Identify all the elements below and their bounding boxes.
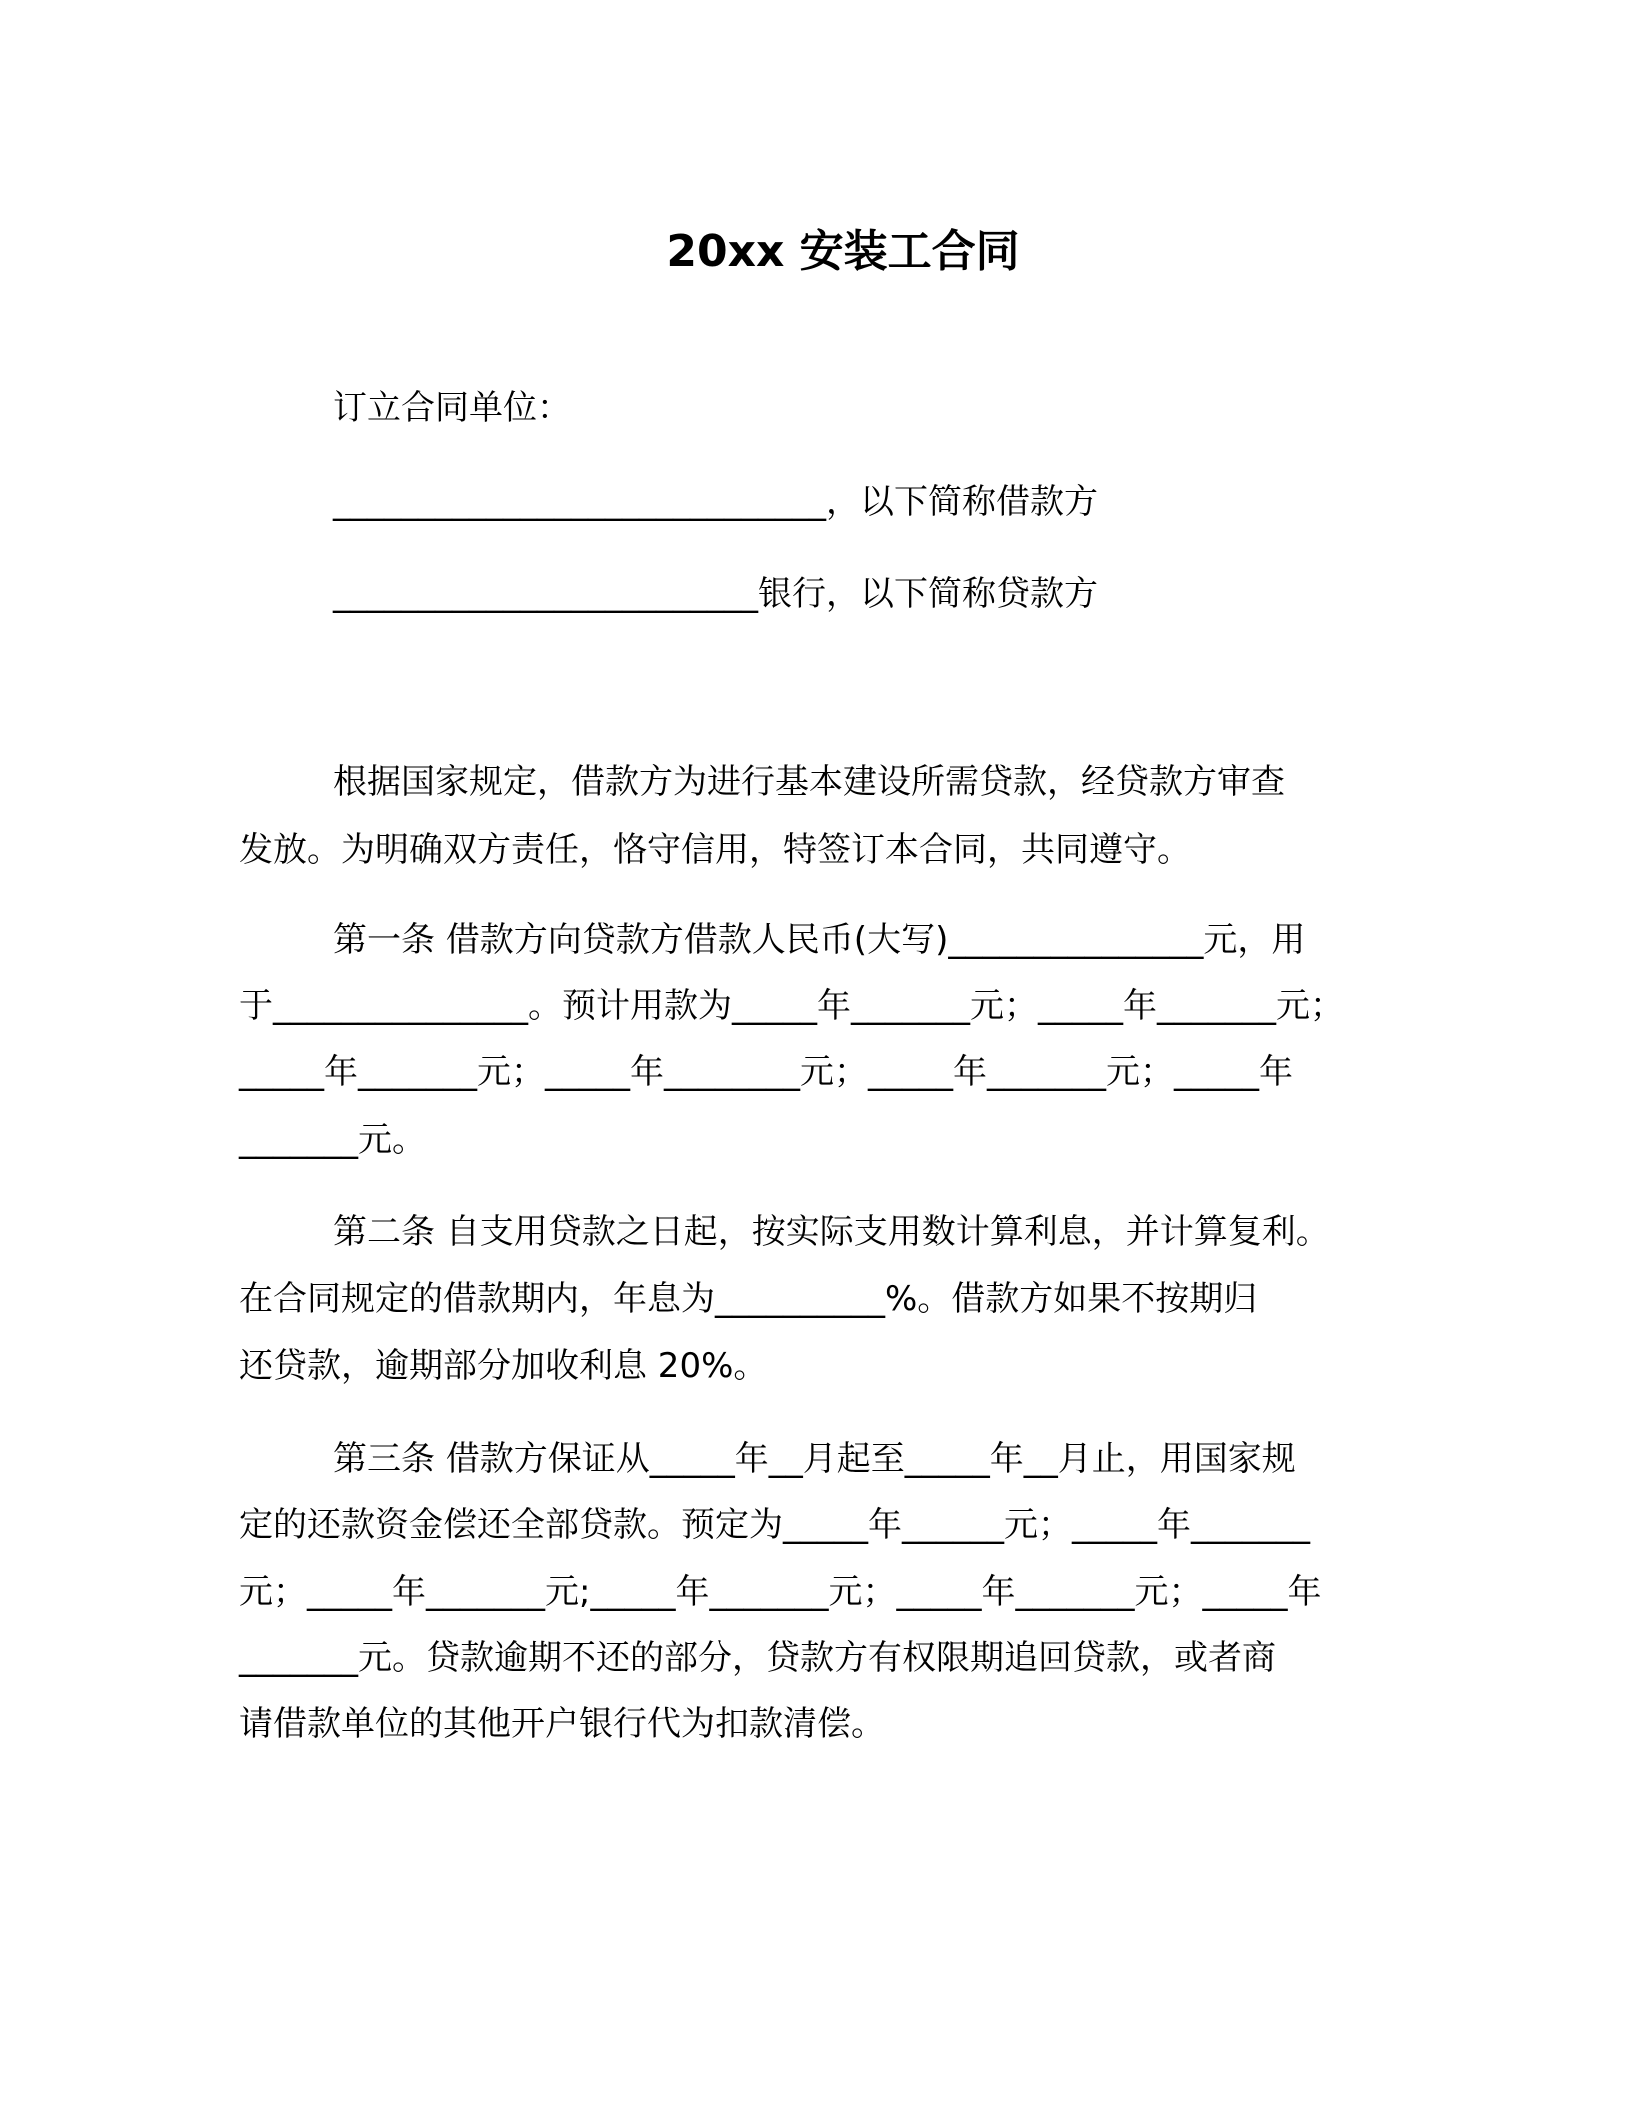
article2-line-3: 还贷款，逾期部分加收利息 20%。 (239, 1346, 768, 1386)
article2-line-2: 在合同规定的借款期内，年息为__________%。借款方如果不按期归 (239, 1279, 1258, 1319)
article3-line-3: 元；_____年_______元;_____年_______元；_____年_______元；_____年 (239, 1572, 1322, 1612)
article3-line-1: 第三条 借款方保证从_____年__月起至_____年__月止，用国家规 (333, 1439, 1296, 1479)
article1-line-4: _______元。 (239, 1120, 426, 1160)
article3-line-2: 定的还款资金偿还全部贷款。预定为_____年______元；_____年_______ (239, 1505, 1310, 1545)
article1-line-3: _____年_______元；_____年________元；_____年_______元；_____年 (239, 1052, 1293, 1092)
document-title: 20xx 安装工合同 (666, 226, 1020, 277)
preamble-line-1: 根据国家规定，借款方为进行基本建设所需贷款，经贷款方审查 (333, 762, 1285, 802)
article3-line-5: 请借款单位的其他开户银行代为扣款清偿。 (239, 1704, 885, 1744)
article3-line-4: _______元。贷款逾期不还的部分，贷款方有权限期追回贷款，或者商 (239, 1638, 1276, 1678)
article1-line-2: 于_______________。预计用款为_____年_______元；_____年_______元； (239, 986, 1344, 1026)
lender-line: _________________________银行，以下简称贷款方 (333, 574, 1098, 614)
preamble-line-2: 发放。为明确双方责任，恪守信用，特签订本合同，共同遵守。 (239, 830, 1191, 870)
article2-line-1: 第二条 自支用贷款之日起，按实际支用数计算利息，并计算复利。 (333, 1212, 1330, 1252)
parties-heading: 订立合同单位： (333, 388, 571, 428)
borrower-line: _____________________________，以下简称借款方 (333, 482, 1098, 522)
article1-line-1: 第一条 借款方向贷款方借款人民币(大写)_______________元，用 (333, 920, 1306, 960)
